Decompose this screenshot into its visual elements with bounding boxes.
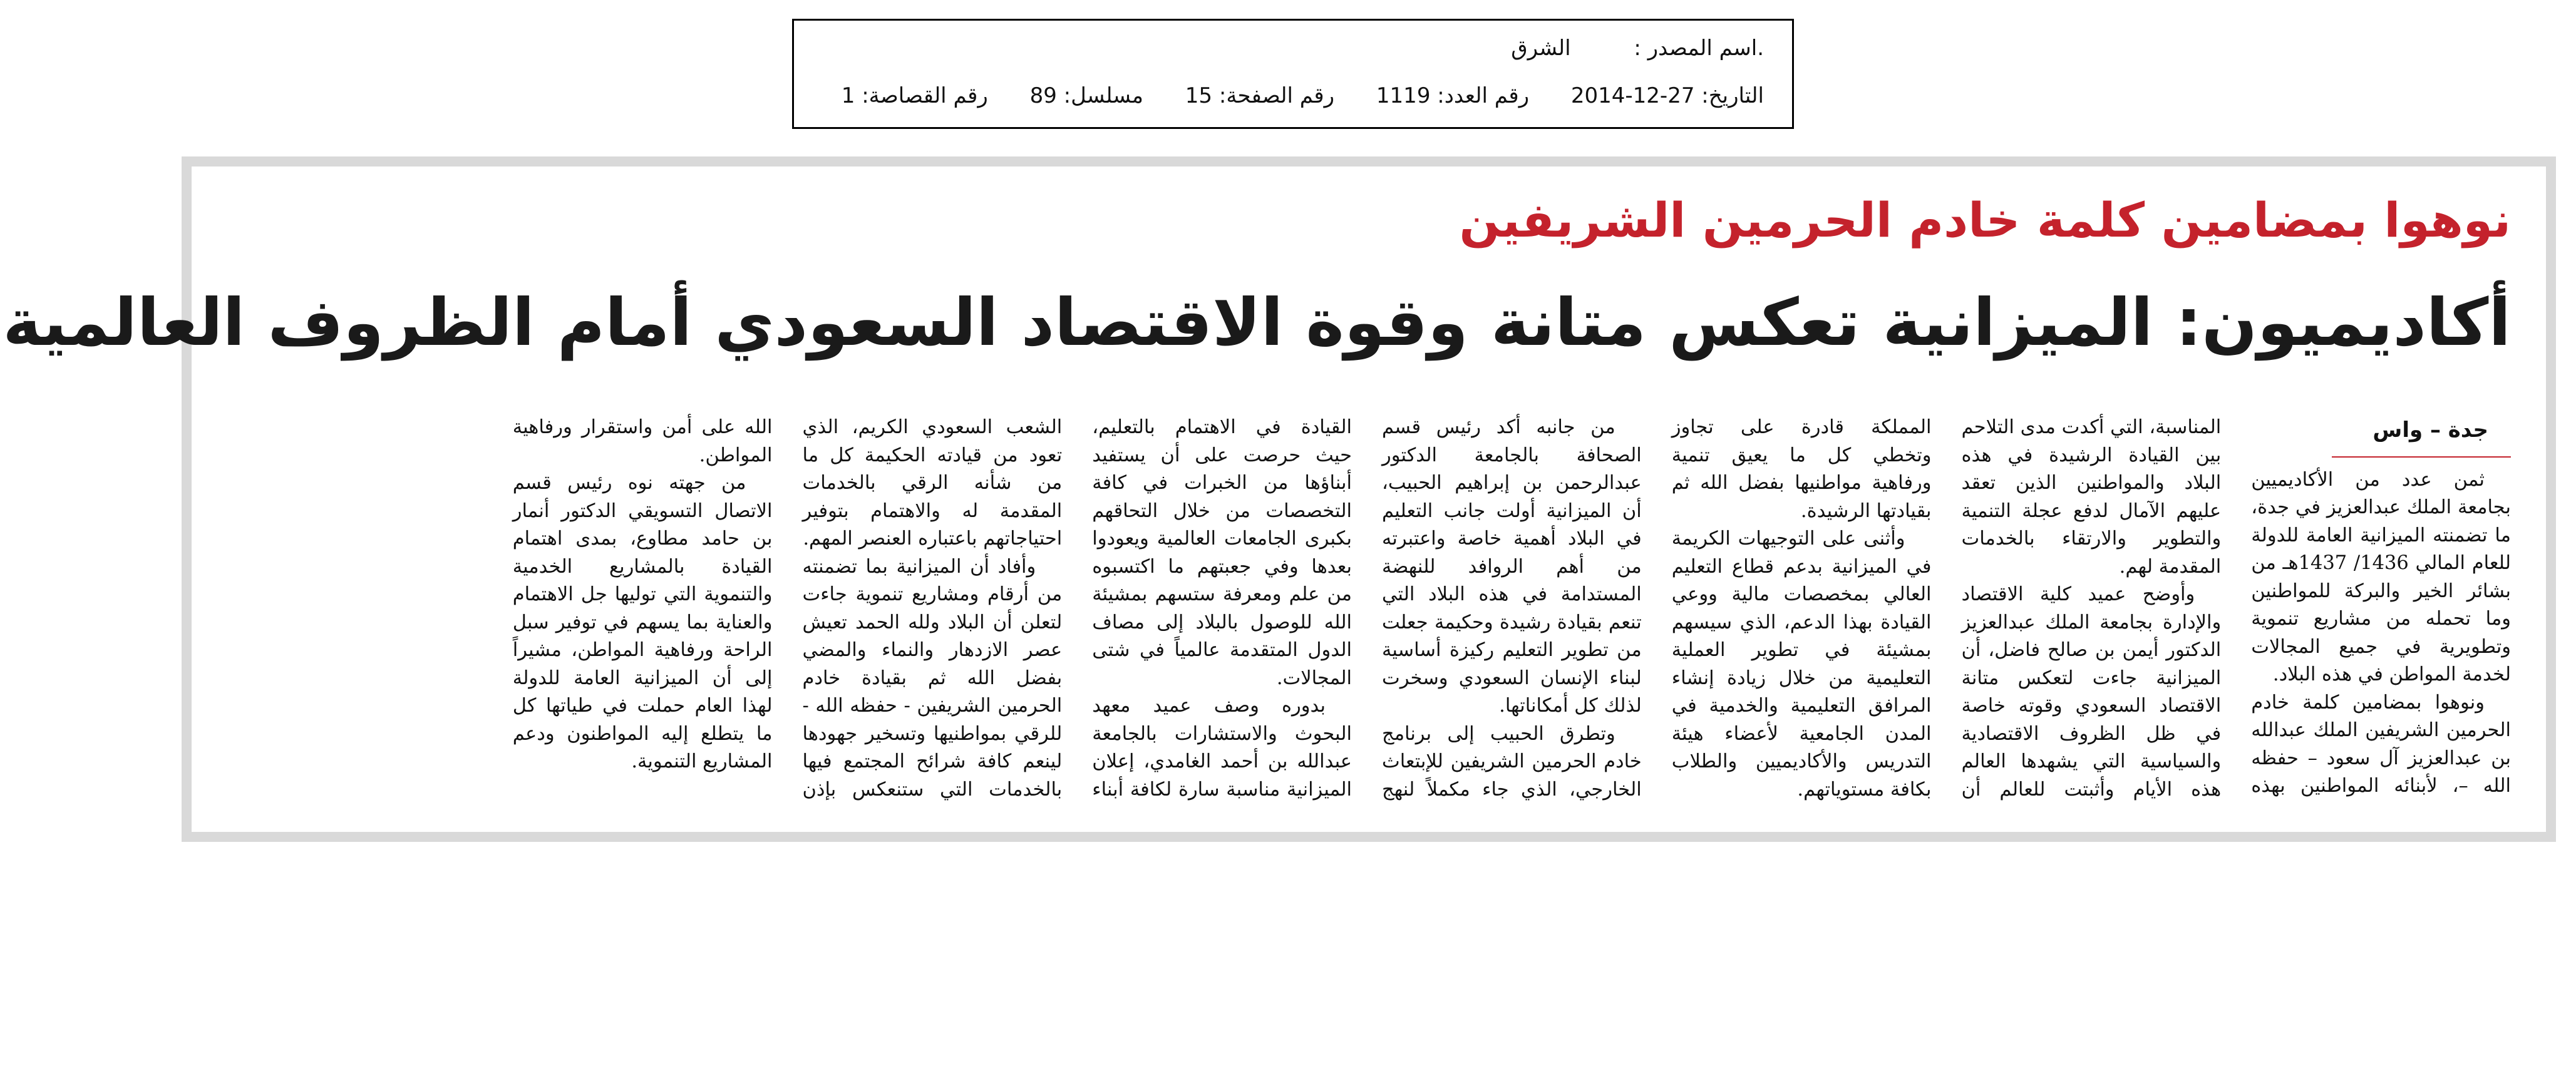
article-kicker: نوهوا بمضامين كلمة خادم الحرمين الشريفين (1459, 192, 2511, 248)
publication-details-row (842, 83, 1764, 108)
article-byline: جدة – واس (2332, 414, 2511, 458)
issue-number-field: رقم العدد: 1119 (1376, 83, 1530, 108)
newspaper-clipping (3, 156, 2556, 842)
article-paragraph: بدوره وصف عميد معهد البحوث والاستشارات بالجامعة عبدالله بن أحمد الغامدي، إعلان الميزانية مناسبة سارة لكافة أبناء الشعب السعودي الكريم، الذي تعود من قيادته الحكيمة كل ما من شأنه الرقي بالخدمات المقدمة له والاهتمام بتوفير احتياجاتهم باعتباره العنصر المهم. (802, 416, 1352, 801)
article-paragraph: وأفاد أن الميزانية بما تضمنته من أرقام ومشاريع تنموية جاءت لتعلن أن البلاد ولله الحمد تعيش عصر الازدهار والنماء والمضي بفضل الله ثم بقيادة خادم الحرمين الشريفين - حفظه الله - للرقي بمواطنيها وتسخير جهودها لينعم كافة شرائح المجتمع فيها بالخدمات التي ستنعكس بإذن الله على أمن واستقرار ورفاهية المواطن. (512, 416, 1063, 801)
source-row (1511, 36, 1764, 61)
page-number-field: رقم الصفحة: 15 (1185, 83, 1335, 108)
date-field: التاريخ: 27-12-2014 (1570, 83, 1764, 108)
article-paragraph: وتطرق الحبيب إلى برنامج خادم الحرمين الشريفين للإبتعاث الخارجي، الذي جاء مكملاً لنهج القيادة في الاهتمام بالتعليم، حيث حرصت على أن يستفيد أبناؤها من الخبرات في كافة التخصصات من خلال التحاقهم بكبرى الجامعات العالمية ويعودوا بعدها وفي جعبتهم ما اكتسبوه من علم ومعرفة ستسهم بمشيئة الله للوصول بالبلاد إلى مصاف الدول المتقدمة عالمياً في شتى المجالات. (1092, 416, 1642, 801)
source-name: الشرق (1511, 36, 1571, 61)
serial-number-field: مسلسل: 89 (1029, 83, 1143, 108)
article-paragraph: من جانبه أكد رئيس قسم الصحافة بالجامعة الدكتور عبدالرحمن بن إبراهيم الحبيب، أن الميزانية أولت جانب التعليم في البلاد أهمية خاصة واعتبرته من أهم الروافد للنهضة المستدامة في هذه البلاد التي تنعم بقيادة رشيدة وحكيمة جعلت من تطوير التعليم ركيزة أساسية لبناء الإنسان السعودي وسخرت لذلك كل أمكاناتها. (1382, 416, 1642, 717)
article-headline: أكاديميون: الميزانية تعكس متانة وقوة الاقتصاد السعودي أمام الظروف العالمية (3, 284, 2511, 361)
article-paragraph: وأوضح عميد كلية الاقتصاد والإدارة بجامعة الملك عبدالعزيز الدكتور أيمن بن صالح فاضل، أن الميزانية جاءت لتعكس متانة الاقتصاد السعودي وقوته خاصة في ظل الظروف الاقتصادية والسياسية التي يشهدها العالم هذه الأيام وأثبتت للعالم أن المملكة قادرة على تجاوز وتخطي كل ما يعيق تنمية ورفاهية مواطنيها بفضل الله ثم بقيادتها الرشيدة. (1671, 416, 2222, 801)
article-paragraph: ثمن عدد من الأكاديميين بجامعة الملك عبدالعزيز في جدة، ما تضمنته الميزانية العامة للدولة للعام المالي 1436/ 1437هـ من بشائر الخير والبركة للمواطنين وما تحمله من مشاريع تنموية وتطويرية في جميع المجالات لخدمة المواطن في هذه البلاد. (2251, 468, 2511, 686)
source-info-box (792, 19, 1794, 129)
article-paragraph: وأثنى على التوجيهات الكريمة في الميزانية بدعم قطاع التعليم العالي بمخصصات مالية ووعي القيادة بهذا الدعم، الذي سيسهم بمشيئة في تطوير العملية التعليمية من خلال زيادة إنشاء المرافق التعليمية والخدمية في المدن الجامعية لأعضاء هيئة التدريس والأكاديميين والطلاب بكافة مستوياتهم. (1671, 528, 1932, 801)
article-paragraph: من جهته نوه رئيس قسم الاتصال التسويقي الدكتور أنمار بن حامد مطاوع، بمدى اهتمام القيادة بالمشاريع الخدمية والتنموية التي توليها جل الاهتمام والعناية بما يسهم في توفير سبل الراحة ورفاهية المواطن، مشيراً إلى أن الميزانية العامة للدولة لهذا العام حملت في طياتها كل ما يتطلع إليه المواطنون ودعم المشاريع التنموية. (512, 472, 773, 773)
source-label: .اسم المصدر : (1634, 36, 1764, 61)
article-body (223, 414, 2511, 813)
article-paragraph: ونوهوا بمضامين كلمة خادم الحرمين الشريفين الملك عبدالله بن عبدالعزيز آل سعود – حفظه الله –، لأبنائه المواطنين بهذه المناسبة، التي أكدت مدى التلاحم بين القيادة الرشيدة في هذه البلاد والمواطنين الذين تعقد عليهم الآمال لدفع عجلة التنمية والتطوير والارتقاء بالخدمات المقدمة لهم. (1961, 416, 2511, 797)
clip-number-field: رقم القصاصة: 1 (841, 83, 988, 108)
